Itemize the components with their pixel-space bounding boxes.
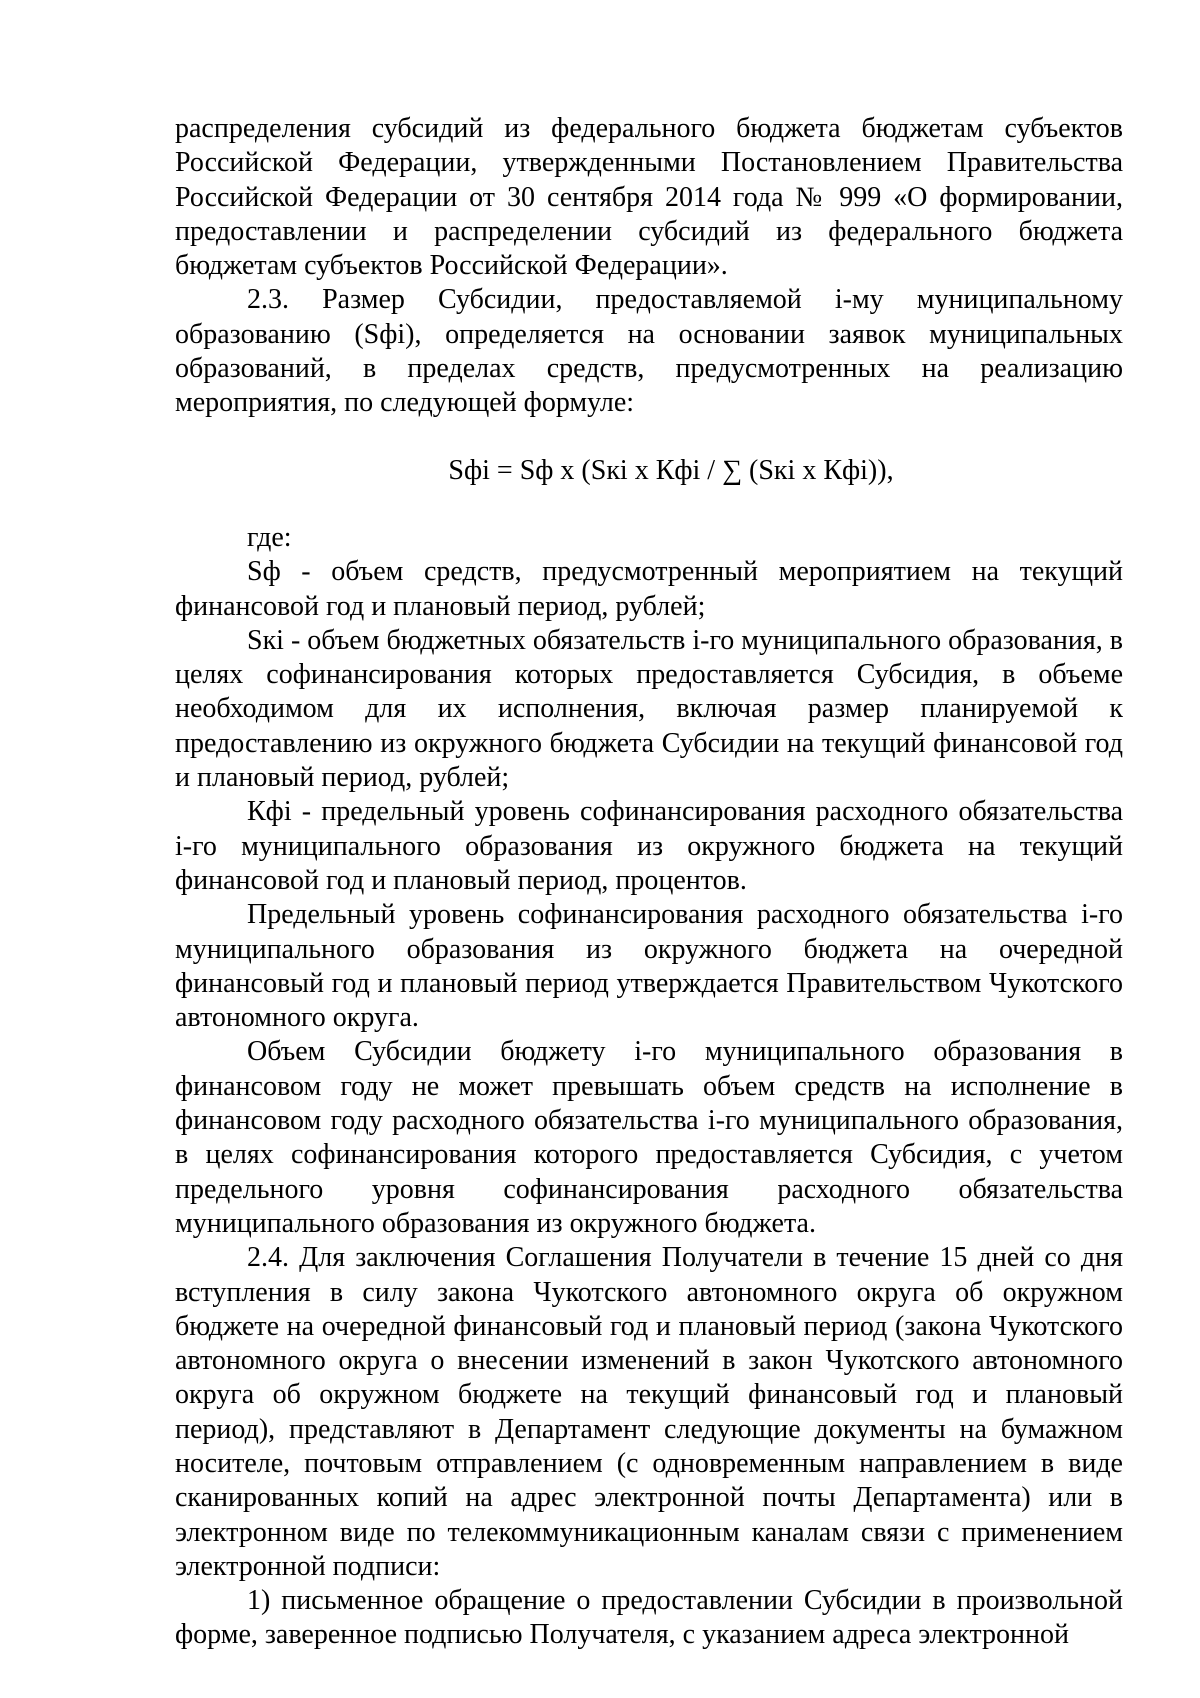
where-label: где: [247,521,292,553]
paragraph-2-4: 2.4. Для заключения Соглашения Получатели в течение 15 дней со дня вступления в силу закона Чукотского автономного округа об окружном бюджете на очередной финансовый год и плановый период (закона Чукотского автономного округа о внесении изменений в закон Чукотского автономного округа об окружном бюджете на текущий финансовый год и плановый период), представляют в Департамент следующие документы на бумажном носителе, почтовым отправлением (с одновременным направлением в виде сканированных копий на адрес электронной почты Департамента) или в электронном виде по телекоммуникационным каналам связи с применением электронной подписи: [175,1242,1123,1582]
paragraph-ski-definition: Sкi - объем бюджетных обязательств i-го муниципального образования, в целях софинансирования которых предоставляется Субсидия, в объеме необходимом для их исполнения, включая размер планируемой к предоставлению из окружного бюджета Субсидии на текущий финансовой год и плановый период, рублей; [175,624,1123,794]
paragraph-continued: распределения субсидий из федерального бюджета бюджетам субъектов Российской Федерации, утвержденными Постановлением Правительства Российской Федерации от 30 сентября 2014 года № 999 «О формировании, предоставлении и распределении субсидий из федерального бюджета бюджетам субъектов Российской Федерации». [175,113,1123,282]
paragraph-kfi-definition: Кфi - предельный уровень софинансирования расходного обязательства i-го муниципального образования из окружного бюджета на текущий финансовой год и плановый период, процентов. [175,796,1123,896]
paragraph-sf-definition: Sф - объем средств, предусмотренный мероприятием на текущий финансовой год и плановый период, рублей; [175,556,1123,622]
document-page [175,112,1123,1653]
subsidy-formula: Sфi = Sф x (Sкi x Кфi / ∑ (Sкi x Кфi)), [448,454,894,486]
paragraph-item-1: 1) письменное обращение о предоставлении Субсидии в произвольной форме, заверенное подписью Получателя, с указанием адреса электронной [175,1585,1123,1651]
paragraph-subsidy-volume: Объем Субсидии бюджету i-го муниципального образования в финансовом году не может превышать объем средств на исполнение в финансовом году расходного обязательства i-го муниципального образования, в целях софинансирования которого предоставляется Субсидия, с учетом предельного уровня софинансирования расходного обязательства муниципального образования из окружного бюджета. [175,1036,1123,1239]
paragraph-cofinancing-limit: Предельный уровень софинансирования расходного обязательства i-го муниципального образования из окружного бюджета на очередной финансовый год и плановый период утверждается Правительством Чукотского автономного округа. [175,899,1123,1034]
paragraph-2-3: 2.3. Размер Субсидии, предоставляемой i-му муниципальному образованию (Sфi), определяется на основании заявок муниципальных образований, в пределах средств, предусмотренных на реализацию мероприятия, по следующей формуле: [175,284,1123,419]
